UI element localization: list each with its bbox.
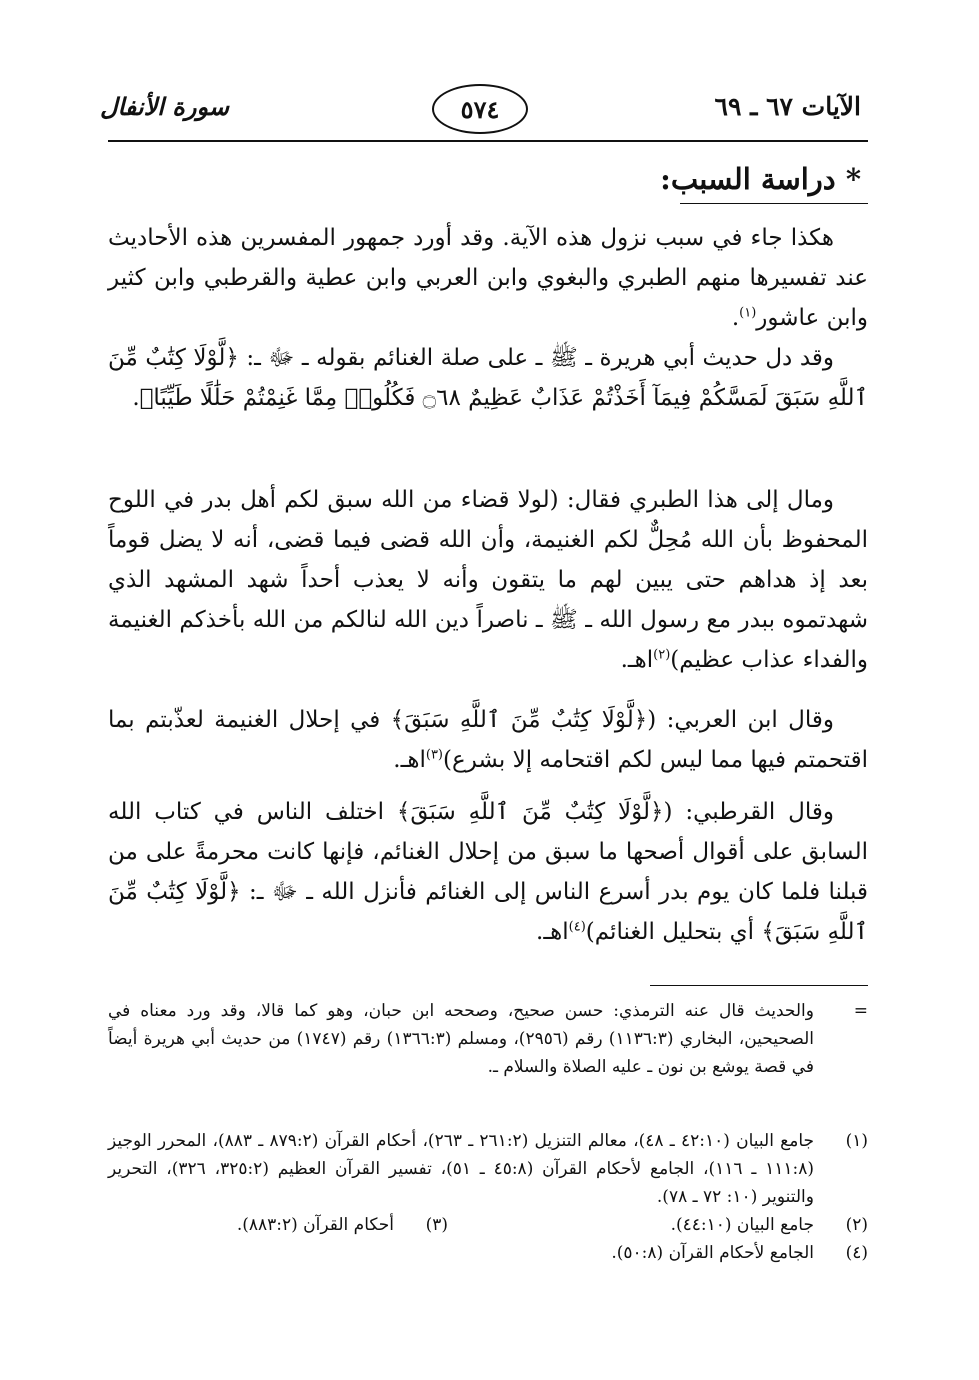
paragraph-tail: .: [731, 305, 740, 331]
footnote-ref: (١): [739, 305, 757, 321]
page-number: ٥٧٤: [460, 94, 500, 124]
footnote-continuation: [108, 997, 868, 1081]
paragraph-tail: اهـ.: [536, 919, 569, 945]
paragraph-tail: اهـ.: [620, 647, 654, 673]
footnote-number: (٤): [845, 1243, 868, 1263]
paragraph-4: [108, 700, 868, 780]
section-heading: * دراسة السبب:: [660, 162, 861, 196]
footnote-ref: (٢): [653, 647, 671, 663]
footnote-number: (٢): [845, 1215, 868, 1235]
header-verse-range: الآيات ٦٧ ـ ٦٩: [714, 92, 861, 121]
paragraph-1: [108, 218, 868, 338]
footnote-ref: (٣): [425, 747, 443, 763]
footnote-1: [108, 1127, 868, 1211]
paragraph-text: وقال ابن العربي: (﴿لَّوْلَا كِتَٰبٌ مِّنَ ٱللَّهِ سَبَقَ﴾ في إحلال الغنيمة لعذّبتم بما اقتحمتم فيها مما ليس لكم اقتحامه إلا بشرع): [108, 707, 868, 773]
footnote-text: جامع البيان (٤٢:١٠ ـ ٤٨)، معالم التنزيل (٢٦١:٢ ـ ٢٦٣)، أحكام القرآن (٨٧٩:٢ ـ ٨٨٣)، المحرر الوجيز (١١١:٨ ـ ١١٦)، الجامع لأحكام القرآن (٤٥:٨ ـ ٥١)، تفسير القرآن العظيم (٣٢٥:٢، ٣٢٦)، التحرير والتنوير (١٠: ٧٢ ـ ٧٨).: [108, 1131, 815, 1207]
header-surah-name: سورة الأنفال: [100, 92, 229, 121]
footnote-list: [108, 1127, 868, 1267]
paragraph-text: وقد دل حديث أبي هريرة ـ ﷺ ـ على صلة الغنائم بقوله ـ ﷻ ـ: ﴿لَّوْلَا كِتَٰبٌ مِّنَ ٱللَّهِ سَبَقَ لَمَسَّكُمْ فِيمَآ أَخَذْتُمْ عَذَابٌ عَظِيمٌ ۝٦٨ فَكُلُوا۟ مِمَّا غَنِمْتُمْ حَلَٰلًا طَيِّبًا﴾.: [108, 345, 868, 411]
footnote-number: (٣): [425, 1215, 448, 1235]
footnote-continuation-text: والحديث قال عنه الترمذي: حسن صحيح، وصححه ابن حبان، وهو كما قالا، وقد ورد معناه في الصحيحين، البخاري (١١٣٦:٣) رقم (٢٩٥٦)، ومسلم (١٣٦٦:٣) رقم (١٧٤٧) من حديث أبي هريرة أيضاً في قصة يوشع بن نون ـ عليه الصلاة والسلام ـ.: [108, 1001, 815, 1077]
heading-underline: [680, 203, 868, 204]
footnote-4: [108, 1239, 868, 1267]
footnote-text: الجامع لأحكام القرآن (٥٠:٨).: [611, 1243, 814, 1263]
header-rule: [108, 140, 868, 142]
paragraph-3: [108, 480, 868, 680]
paragraph-2: [108, 338, 868, 418]
footnote-row-2-3: [108, 1211, 868, 1239]
footnote-ref: (٤): [568, 919, 586, 935]
continuation-mark: =: [853, 1001, 868, 1021]
footnote-3-text: أحكام القرآن (٨٨٣:٢).: [236, 1215, 394, 1235]
paragraph-text: ومال إلى هذا الطبري فقال: (لولا قضاء من الله سبق لكم أهل بدر في اللوح المحفوظ بأن الله مُحِلٌّ لكم الغنيمة، وأن الله قضى فيما قضى، أنه لا يضل قوماً بعد إذ هداهم حتى يبين لهم ما يتقون وأنه لا يعذب أحداً شهد المشهد الذي شهدتموه ببدر مع رسول الله ـ ﷺ ـ ناصراً دين الله لنالكم من الله بأخذكم الغنيمة والفداء عذاب عظيم): [108, 487, 868, 673]
footnote-number: (١): [845, 1131, 868, 1151]
page-number-badge: [432, 84, 528, 134]
footnote-2-text: جامع البيان (٤٤:١٠).: [670, 1215, 814, 1235]
footnote-separator: [650, 985, 868, 986]
paragraph-text: وقال القرطبي: (﴿لَّوْلَا كِتَٰبٌ مِّنَ ٱللَّهِ سَبَقَ﴾ اختلف الناس في كتاب الله السابق على أقوال أصحها ما سبق من إحلال الغنائم، فإنها كانت محرمةً على من قبلنا فلما كان يوم بدر أسرع الناس إلى الغنائم فأنزل الله ـ ﷻ ـ: ﴿لَّوْلَا كِتَٰبٌ مِّنَ ٱللَّهِ سَبَقَ﴾ أي بتحليل الغنائم): [108, 799, 868, 945]
paragraph-tail: اهـ.: [393, 747, 426, 773]
paragraph-5: [108, 792, 868, 952]
paragraph-text: هكذا جاء في سبب نزول هذه الآية. وقد أورد جمهور المفسرين هذه الأحاديث عند تفسيرها منهم الطبري والبغوي وابن العربي وابن عطية والقرطبي وابن كثير وابن عاشور: [108, 225, 868, 331]
